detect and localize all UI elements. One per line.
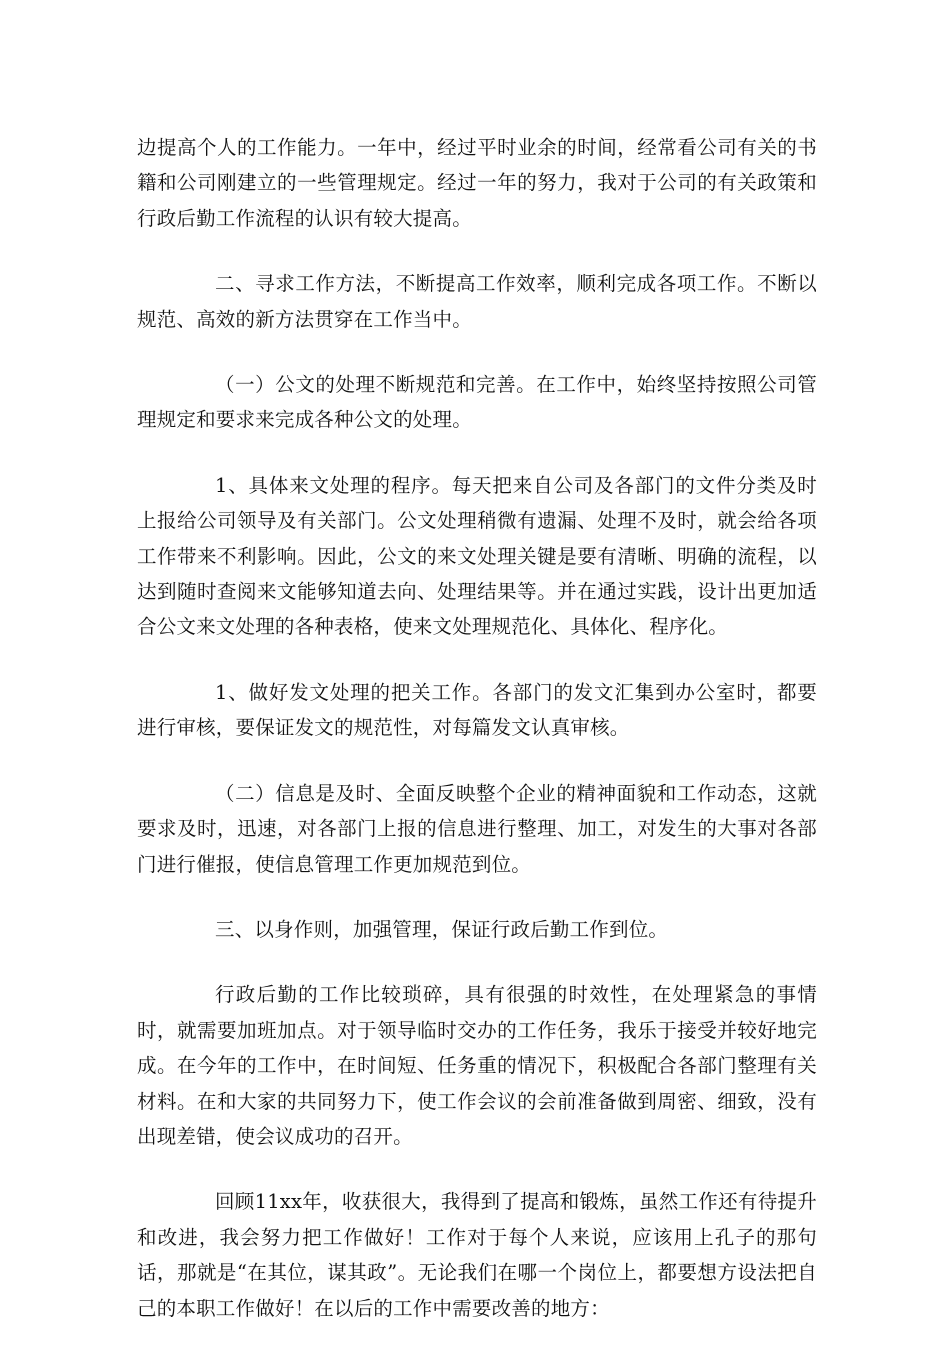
paragraph-section-two: 二、寻求工作方法，不断提高工作效率，顺利完成各项工作。不断以规范、高效的新方法贯穿在工作当中。 bbox=[137, 272, 817, 331]
paragraph-item-outgoing-docs: 1、做好发文处理的把关工作。各部门的发文汇集到办公室时，都要进行审核，要保证发文的规范性，对每篇发文认真审核。 bbox=[137, 680, 817, 740]
paragraph-subsection-one: （一）公文的处理不断规范和完善。在工作中，始终坚持按照公司管理规定和要求来完成各种公文的处理。 bbox=[137, 373, 817, 432]
paragraph-subsection-two: （二）信息是及时、全面反映整个企业的精神面貌和工作动态，这就要求及时，迅速，对各部门上报的信息进行整理、加工，对发生的大事对各部门进行催报，使信息管理工作更加规范到位。 bbox=[137, 781, 817, 876]
paragraph-continuation: 边提高个人的工作能力。一年中，经过平时业余的时间，经常看公司有关的书籍和公司刚建立的一些管理规定。经过一年的努力，我对于公司的有关政策和行政后勤工作流程的认识有较大提高。 bbox=[137, 136, 817, 230]
document-body bbox=[137, 130, 817, 1356]
paragraph-logistics-work: 行政后勤的工作比较琐碎，具有很强的时效性，在处理紧急的事情时，就需要加班加点。对于领导临时交办的工作任务，我乐于接受并较好地完成。在今年的工作中，在时间短、任务重的情况下，积极配合各部门整理有关材料。在和大家的共同努力下，使工作会议的会前准备做到周密、细致，没有出现差错，使会议成功的召开。 bbox=[137, 983, 817, 1148]
paragraph-review: 回顾11xx年，收获很大，我得到了提高和锻炼，虽然工作还有待提升和改进，我会努力把工作做好！工作对于每个人来说，应该用上孔子的那句话，那就是“在其位，谋其政”。无论我们在哪一个岗位上，都要想方设法把自己的本职工作做好！在以后的工作中需要改善的地方： bbox=[137, 1190, 817, 1320]
paragraph-item-incoming-docs: 1、具体来文处理的程序。每天把来自公司及各部门的文件分类及时上报给公司领导及有关部门。公文处理稍微有遗漏、处理不及时，就会给各项工作带来不利影响。因此，公文的来文处理关键是要有清晰、明确的流程，以达到随时查阅来文能够知道去向、处理结果等。并在通过实践，设计出更加适合公文来文处理的各种表格，使来文处理规范化、具体化、程序化。 bbox=[137, 473, 817, 639]
paragraph-section-three: 三、以身作则，加强管理，保证行政后勤工作到位。 bbox=[215, 917, 669, 941]
